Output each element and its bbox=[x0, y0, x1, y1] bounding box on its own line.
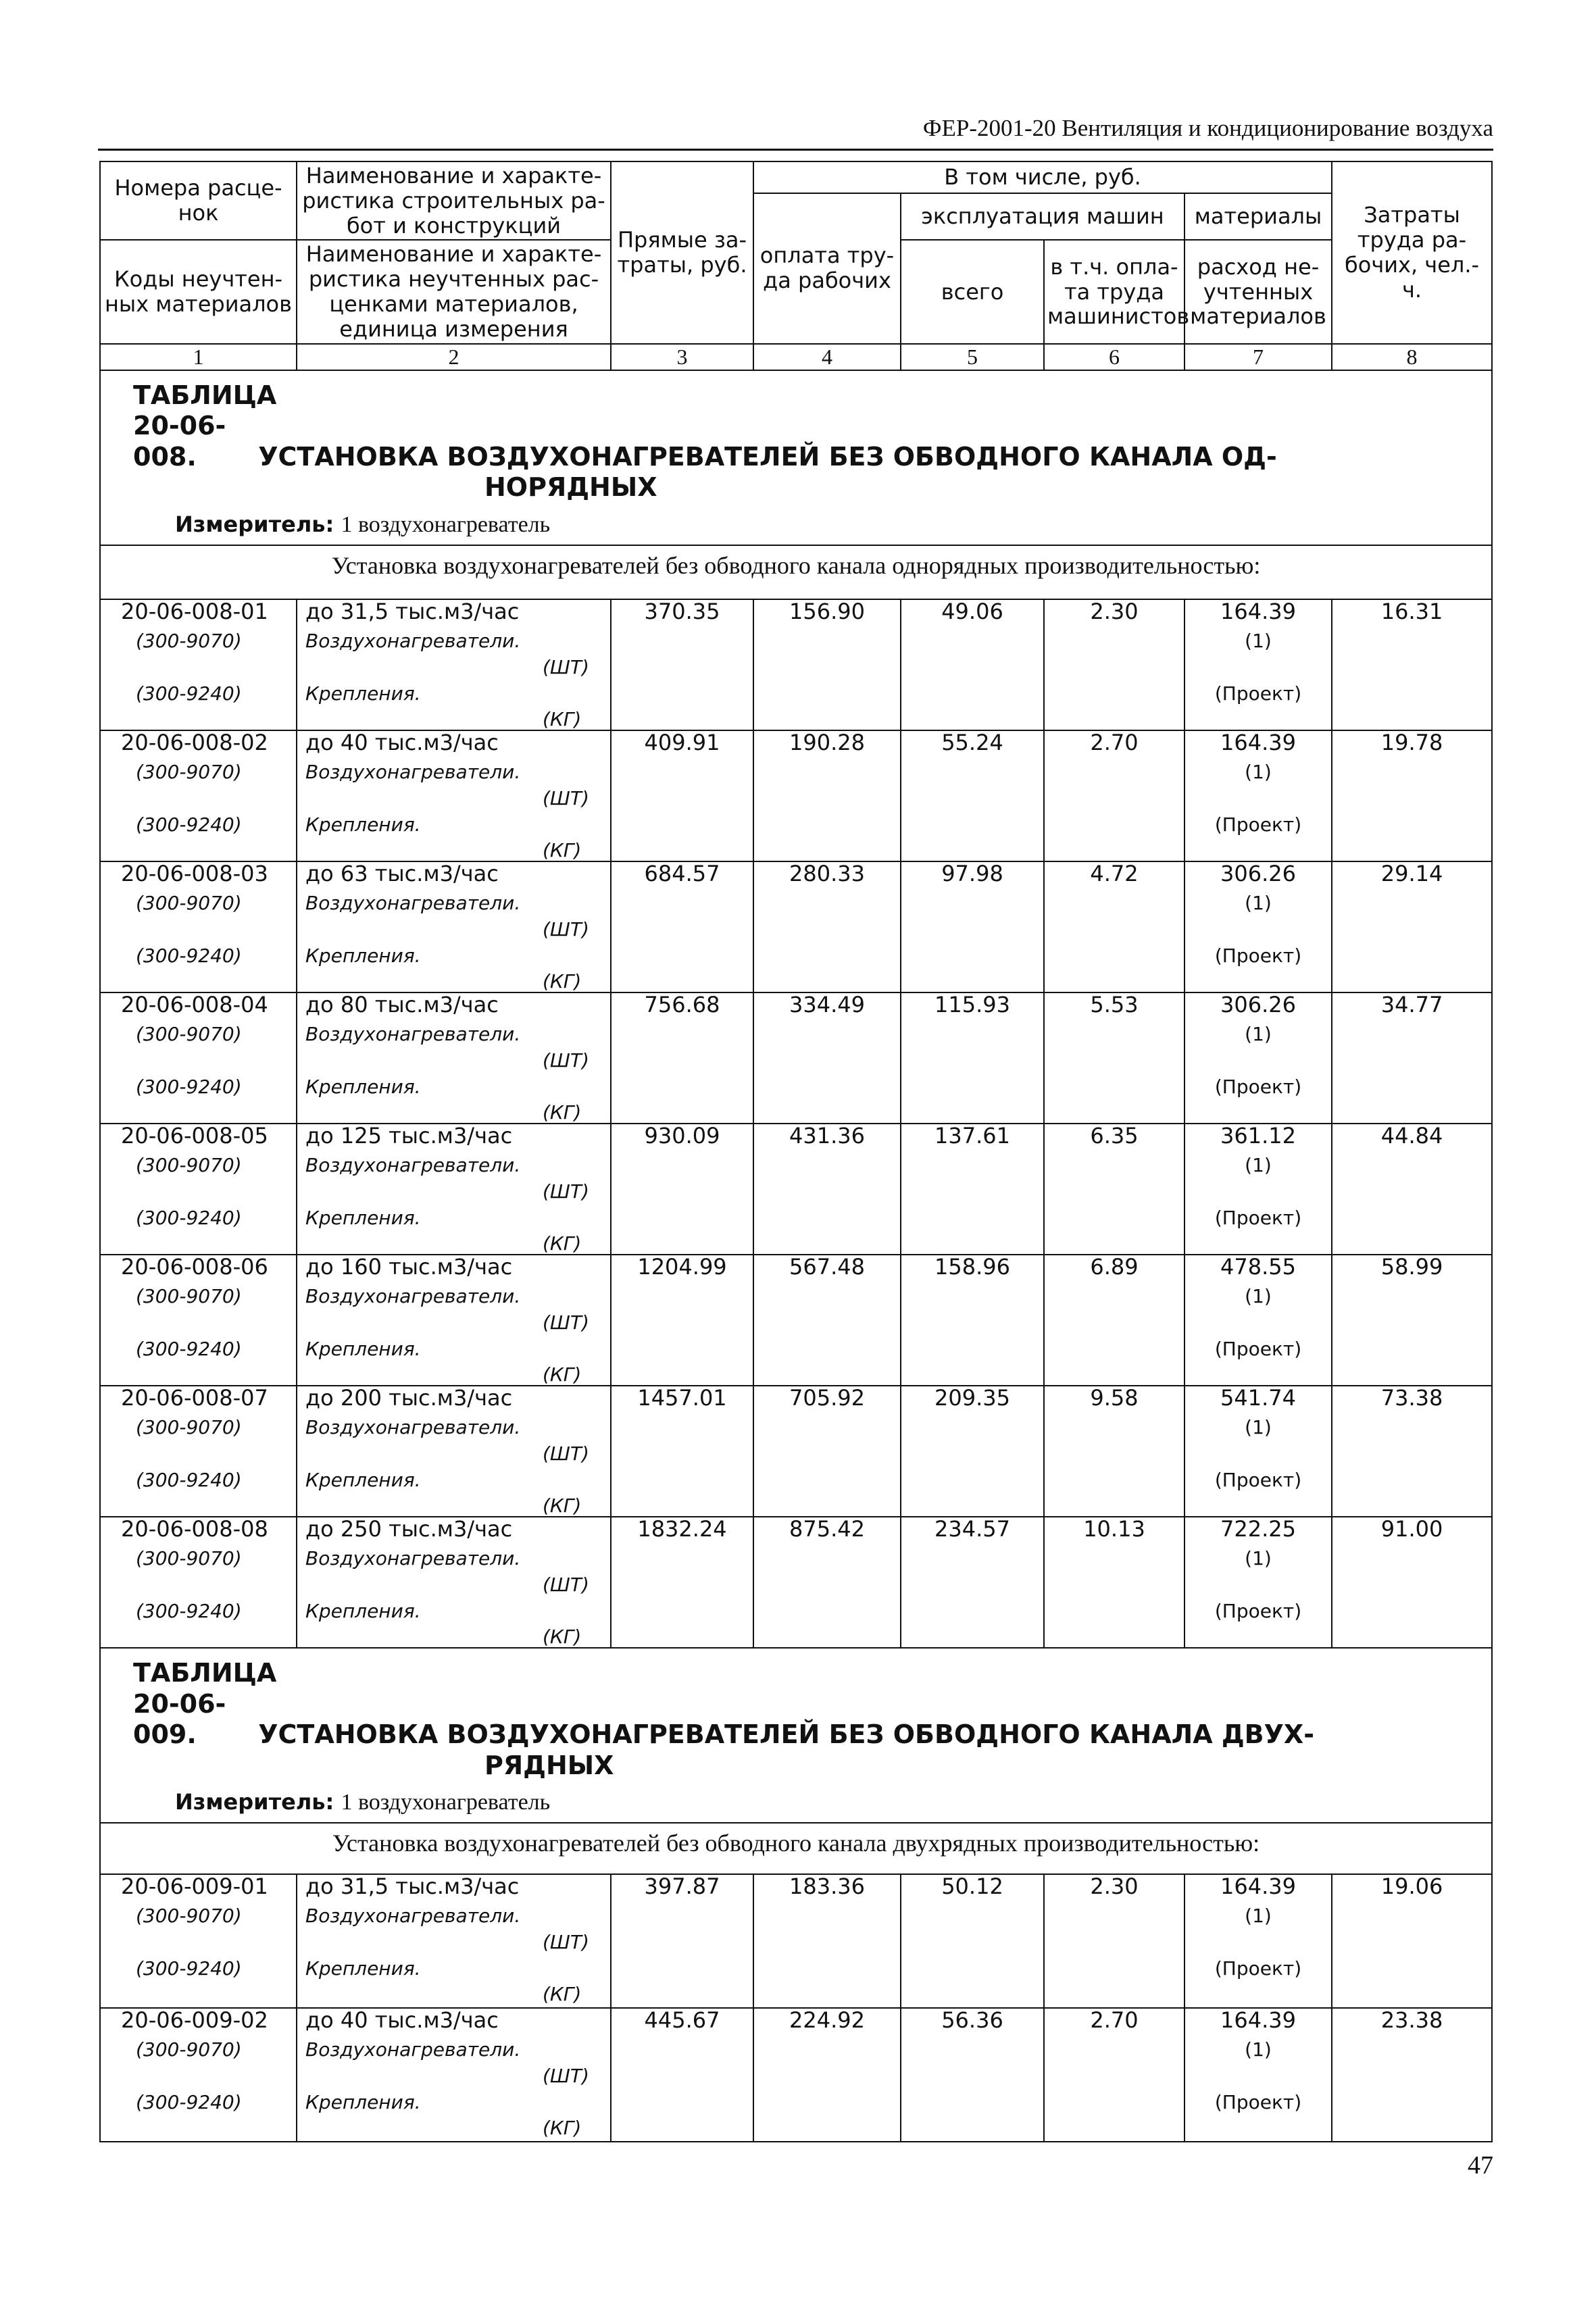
wages-cell: 875.42 bbox=[753, 1517, 901, 1648]
materials-value: 541.74 bbox=[1220, 1384, 1296, 1411]
materials-cell bbox=[1184, 730, 1332, 861]
rate-name: до 40 тыс.м3/час bbox=[305, 2007, 499, 2034]
rate-code-cell bbox=[100, 1255, 297, 1386]
header-rule bbox=[98, 149, 1493, 151]
table-row bbox=[100, 861, 1492, 992]
materials-qty-1: (1) bbox=[1245, 2038, 1272, 2061]
material-name-2: Крепления. bbox=[305, 813, 421, 836]
material-name-1: Воздухонагреватели. bbox=[305, 1022, 521, 1045]
direct-cost-cell: 370.35 bbox=[611, 599, 753, 730]
material-name-2: Крепления. bbox=[305, 1337, 421, 1360]
column-number: 1 bbox=[100, 344, 297, 370]
header-wages: оплата тру-да рабочих bbox=[753, 193, 901, 344]
header-name-materials: Наименование и характе-ристика неучтенных рас-ценками материалов, единица измерения bbox=[297, 240, 611, 343]
rate-code-cell bbox=[100, 1124, 297, 1255]
rate-name: до 80 тыс.м3/час bbox=[305, 991, 499, 1017]
direct-cost-cell: 930.09 bbox=[611, 1124, 753, 1255]
rate-name-cell bbox=[297, 1255, 611, 1386]
table-header bbox=[100, 161, 1492, 370]
materials-value: 164.39 bbox=[1220, 2007, 1296, 2034]
material-unit-1: (ШТ) bbox=[543, 1931, 589, 1954]
rate-code-cell bbox=[100, 1517, 297, 1648]
machines-wages-cell: 10.13 bbox=[1044, 1517, 1184, 1648]
measure-label: Измеритель: bbox=[175, 1789, 334, 1815]
header-labor: Затраты труда ра-бочих, чел.-ч. bbox=[1332, 161, 1492, 344]
materials-cell bbox=[1184, 861, 1332, 992]
materials-qty-2: (Проект) bbox=[1214, 1599, 1302, 1622]
column-number: 4 bbox=[753, 344, 901, 370]
material-code-2: (300-9240) bbox=[136, 944, 242, 967]
materials-cell bbox=[1184, 1874, 1332, 2008]
materials-qty-1: (1) bbox=[1245, 1415, 1272, 1438]
materials-qty-2: (Проект) bbox=[1214, 2091, 1302, 2114]
rate-name: до 63 тыс.м3/час bbox=[305, 860, 499, 886]
materials-cell bbox=[1184, 2008, 1332, 2142]
table-code: ТАБЛИЦА 20-06-008. bbox=[133, 380, 277, 472]
material-code-1: (300-9070) bbox=[136, 1415, 242, 1438]
rate-name-cell bbox=[297, 1124, 611, 1255]
material-name-1: Воздухонагреватели. bbox=[305, 1415, 521, 1438]
table-title bbox=[101, 371, 1491, 506]
materials-cell bbox=[1184, 1124, 1332, 1255]
materials-qty-1: (1) bbox=[1245, 891, 1272, 914]
wages-cell: 280.33 bbox=[753, 861, 901, 992]
labor-cell: 44.84 bbox=[1332, 1124, 1492, 1255]
materials-cell bbox=[1184, 599, 1332, 730]
rates-table bbox=[99, 161, 1493, 2142]
direct-cost-cell: 445.67 bbox=[611, 2008, 753, 2142]
column-number: 2 bbox=[297, 344, 611, 370]
materials-qty-1: (1) bbox=[1245, 760, 1272, 783]
machines-wages-cell: 6.89 bbox=[1044, 1255, 1184, 1386]
material-name-2: Крепления. bbox=[305, 2091, 421, 2114]
machines-total-cell: 115.93 bbox=[901, 992, 1044, 1124]
labor-cell: 19.78 bbox=[1332, 730, 1492, 861]
material-code-2: (300-9240) bbox=[136, 813, 242, 836]
rate-code: 20-06-008-07 bbox=[121, 1384, 268, 1411]
machines-wages-cell: 4.72 bbox=[1044, 861, 1184, 992]
table-code: ТАБЛИЦА 20-06-009. bbox=[133, 1657, 277, 1750]
materials-qty-2: (Проект) bbox=[1214, 682, 1302, 705]
materials-qty-2: (Проект) bbox=[1214, 813, 1302, 836]
material-code-1: (300-9070) bbox=[136, 760, 242, 783]
rate-code-cell bbox=[100, 992, 297, 1124]
materials-qty-1: (1) bbox=[1245, 1284, 1272, 1307]
column-number: 8 bbox=[1332, 344, 1492, 370]
labor-cell: 19.06 bbox=[1332, 1874, 1492, 2008]
material-name-2: Крепления. bbox=[305, 1075, 421, 1098]
measure bbox=[101, 1784, 1491, 1822]
material-unit-2: (КГ) bbox=[543, 838, 582, 861]
materials-cell bbox=[1184, 1386, 1332, 1517]
rate-code-cell bbox=[100, 730, 297, 861]
table-title-line2: РЯДНЫХ bbox=[484, 1750, 614, 1780]
machines-wages-cell: 6.35 bbox=[1044, 1124, 1184, 1255]
header-name-work: Наименование и характе-ристика строительных ра-бот и конструкций bbox=[297, 161, 611, 240]
materials-cell bbox=[1184, 992, 1332, 1124]
material-unit-2: (КГ) bbox=[543, 1983, 582, 2006]
wages-cell: 334.49 bbox=[753, 992, 901, 1124]
material-unit-2: (КГ) bbox=[543, 1101, 582, 1124]
header-materials-sub: расход не-учтенных материалов bbox=[1184, 240, 1332, 343]
material-code-1: (300-9070) bbox=[136, 1022, 242, 1045]
materials-qty-1: (1) bbox=[1245, 1546, 1272, 1569]
column-numbers-row bbox=[100, 344, 1492, 370]
rate-code-cell bbox=[100, 1386, 297, 1517]
rate-name: до 31,5 тыс.м3/час bbox=[305, 598, 520, 624]
rate-name: до 200 тыс.м3/час bbox=[305, 1384, 513, 1411]
machines-total-cell: 49.06 bbox=[901, 599, 1044, 730]
group-caption: Установка воздухонагревателей без обводного канала двухрядных производительностью: bbox=[100, 1823, 1492, 1874]
material-code-2: (300-9240) bbox=[136, 2091, 242, 2114]
material-unit-1: (ШТ) bbox=[543, 1049, 589, 1072]
material-unit-2: (КГ) bbox=[543, 1232, 582, 1255]
rate-name: до 125 тыс.м3/час bbox=[305, 1122, 513, 1149]
table-body bbox=[100, 370, 1492, 2142]
material-unit-2: (КГ) bbox=[543, 1494, 582, 1517]
rate-name-cell bbox=[297, 992, 611, 1124]
machines-wages-cell: 2.70 bbox=[1044, 730, 1184, 861]
material-name-2: Крепления. bbox=[305, 1468, 421, 1491]
table-row bbox=[100, 1874, 1492, 2008]
material-code-2: (300-9240) bbox=[136, 1206, 242, 1229]
measure-label: Измеритель: bbox=[175, 511, 334, 537]
rate-code: 20-06-008-06 bbox=[121, 1253, 268, 1280]
materials-qty-2: (Проект) bbox=[1214, 1337, 1302, 1360]
rate-name: до 250 тыс.м3/час bbox=[305, 1515, 513, 1542]
material-unit-2: (КГ) bbox=[543, 970, 582, 992]
header-machines: эксплуатация машин bbox=[901, 193, 1184, 240]
rate-code-cell bbox=[100, 861, 297, 992]
table-row bbox=[100, 1124, 1492, 1255]
material-name-1: Воздухонагреватели. bbox=[305, 1905, 521, 1928]
materials-qty-1: (1) bbox=[1245, 1905, 1272, 1928]
rate-code: 20-06-008-01 bbox=[121, 598, 268, 624]
table-title-line2: НОРЯДНЫХ bbox=[484, 472, 657, 503]
rate-code: 20-06-008-08 bbox=[121, 1515, 268, 1542]
material-code-1: (300-9070) bbox=[136, 629, 242, 652]
column-number: 5 bbox=[901, 344, 1044, 370]
header-rasc-codes: Коды неучтен-ных материалов bbox=[100, 240, 297, 343]
rate-code: 20-06-008-04 bbox=[121, 991, 268, 1017]
materials-value: 164.39 bbox=[1220, 598, 1296, 624]
materials-cell bbox=[1184, 1255, 1332, 1386]
materials-qty-2: (Проект) bbox=[1214, 1075, 1302, 1098]
rate-name-cell bbox=[297, 1517, 611, 1648]
rate-code: 20-06-008-05 bbox=[121, 1122, 268, 1149]
labor-cell: 58.99 bbox=[1332, 1255, 1492, 1386]
rate-code-cell bbox=[100, 2008, 297, 2142]
table-row bbox=[100, 1386, 1492, 1517]
materials-cell bbox=[1184, 1517, 1332, 1648]
machines-total-cell: 234.57 bbox=[901, 1517, 1044, 1648]
materials-value: 361.12 bbox=[1220, 1122, 1296, 1149]
table-title-line1: УСТАНОВКА ВОЗДУХОНАГРЕВАТЕЛЕЙ БЕЗ ОБВОДНОГО КАНАЛА ОД- bbox=[258, 441, 1277, 472]
materials-value: 722.25 bbox=[1220, 1515, 1296, 1542]
machines-total-cell: 158.96 bbox=[901, 1255, 1044, 1386]
header-rasc-numbers: Номера расце-нок bbox=[100, 161, 297, 240]
direct-cost-cell: 1204.99 bbox=[611, 1255, 753, 1386]
direct-cost-cell: 1832.24 bbox=[611, 1517, 753, 1648]
rate-name: до 31,5 тыс.м3/час bbox=[305, 1873, 520, 1900]
material-code-1: (300-9070) bbox=[136, 2038, 242, 2061]
table-title-block bbox=[100, 370, 1492, 545]
direct-cost-cell: 684.57 bbox=[611, 861, 753, 992]
material-name-1: Воздухонагреватели. bbox=[305, 1284, 521, 1307]
materials-value: 306.26 bbox=[1220, 860, 1296, 886]
material-unit-2: (КГ) bbox=[543, 707, 582, 730]
labor-cell: 23.38 bbox=[1332, 2008, 1492, 2142]
materials-value: 478.55 bbox=[1220, 1253, 1296, 1280]
material-code-2: (300-9240) bbox=[136, 1957, 242, 1980]
direct-cost-cell: 1457.01 bbox=[611, 1386, 753, 1517]
material-name-1: Воздухонагреватели. bbox=[305, 2038, 521, 2061]
rate-name: до 160 тыс.м3/час bbox=[305, 1253, 513, 1280]
column-number: 6 bbox=[1044, 344, 1184, 370]
table-title bbox=[101, 1649, 1491, 1784]
material-code-2: (300-9240) bbox=[136, 1468, 242, 1491]
labor-cell: 34.77 bbox=[1332, 992, 1492, 1124]
material-name-1: Воздухонагреватели. bbox=[305, 1153, 521, 1176]
material-name-2: Крепления. bbox=[305, 1599, 421, 1622]
machines-total-cell: 55.24 bbox=[901, 730, 1044, 861]
materials-value: 164.39 bbox=[1220, 729, 1296, 755]
material-code-1: (300-9070) bbox=[136, 1546, 242, 1569]
group-caption: Установка воздухонагревателей без обводного канала однорядных производительностью: bbox=[100, 545, 1492, 599]
table-row bbox=[100, 730, 1492, 861]
table-title-block bbox=[100, 1648, 1492, 1823]
material-unit-1: (ШТ) bbox=[543, 1442, 589, 1465]
machines-wages-cell: 2.30 bbox=[1044, 599, 1184, 730]
page-number: 47 bbox=[1468, 2151, 1493, 2180]
machines-wages-cell: 9.58 bbox=[1044, 1386, 1184, 1517]
machines-wages-cell: 2.70 bbox=[1044, 2008, 1184, 2142]
rate-code-cell bbox=[100, 1874, 297, 2008]
labor-cell: 73.38 bbox=[1332, 1386, 1492, 1517]
measure bbox=[101, 506, 1491, 545]
material-unit-2: (КГ) bbox=[543, 1363, 582, 1386]
rate-name: до 40 тыс.м3/час bbox=[305, 729, 499, 755]
rate-name-cell bbox=[297, 2008, 611, 2142]
header-machines-total: всего bbox=[901, 240, 1044, 343]
machines-wages-cell: 5.53 bbox=[1044, 992, 1184, 1124]
table-title-line1: УСТАНОВКА ВОЗДУХОНАГРЕВАТЕЛЕЙ БЕЗ ОБВОДНОГО КАНАЛА ДВУХ- bbox=[258, 1719, 1315, 1750]
material-unit-1: (ШТ) bbox=[543, 1311, 589, 1334]
material-unit-2: (КГ) bbox=[543, 1625, 582, 1648]
table-title-row bbox=[100, 370, 1492, 545]
machines-wages-cell: 2.30 bbox=[1044, 1874, 1184, 2008]
material-code-1: (300-9070) bbox=[136, 1153, 242, 1176]
labor-cell: 29.14 bbox=[1332, 861, 1492, 992]
wages-cell: 156.90 bbox=[753, 599, 901, 730]
direct-cost-cell: 756.68 bbox=[611, 992, 753, 1124]
rate-name-cell bbox=[297, 1874, 611, 2008]
rate-code-cell bbox=[100, 599, 297, 730]
measure-value: 1 воздухонагреватель bbox=[341, 511, 551, 537]
materials-value: 164.39 bbox=[1220, 1873, 1296, 1900]
table-title-row bbox=[100, 1648, 1492, 1823]
material-name-1: Воздухонагреватели. bbox=[305, 1546, 521, 1569]
rate-name-cell bbox=[297, 1386, 611, 1517]
rate-name-cell bbox=[297, 599, 611, 730]
header-including: В том числе, руб. bbox=[753, 161, 1332, 193]
direct-cost-cell: 409.91 bbox=[611, 730, 753, 861]
material-name-1: Воздухонагреватели. bbox=[305, 629, 521, 652]
materials-qty-1: (1) bbox=[1245, 629, 1272, 652]
rate-code: 20-06-009-01 bbox=[121, 1873, 268, 1900]
rate-code: 20-06-008-02 bbox=[121, 729, 268, 755]
materials-qty-2: (Проект) bbox=[1214, 1206, 1302, 1229]
materials-qty-1: (1) bbox=[1245, 1022, 1272, 1045]
column-number: 7 bbox=[1184, 344, 1332, 370]
material-unit-1: (ШТ) bbox=[543, 2065, 589, 2088]
material-code-1: (300-9070) bbox=[136, 1905, 242, 1928]
material-name-2: Крепления. bbox=[305, 1206, 421, 1229]
material-name-2: Крепления. bbox=[305, 1957, 421, 1980]
group-caption-row bbox=[100, 1823, 1492, 1874]
table-row bbox=[100, 992, 1492, 1124]
material-name-1: Воздухонагреватели. bbox=[305, 760, 521, 783]
column-number: 3 bbox=[611, 344, 753, 370]
header-materials: материалы bbox=[1184, 193, 1332, 240]
rate-code: 20-06-008-03 bbox=[121, 860, 268, 886]
measure-value: 1 воздухонагреватель bbox=[341, 1790, 551, 1815]
material-unit-1: (ШТ) bbox=[543, 1573, 589, 1596]
wages-cell: 705.92 bbox=[753, 1386, 901, 1517]
header-machines-wages: в т.ч. опла-та труда машинистов bbox=[1044, 240, 1184, 343]
material-unit-2: (КГ) bbox=[543, 2117, 582, 2140]
materials-qty-2: (Проект) bbox=[1214, 1957, 1302, 1980]
wages-cell: 190.28 bbox=[753, 730, 901, 861]
materials-qty-2: (Проект) bbox=[1214, 944, 1302, 967]
wages-cell: 183.36 bbox=[753, 1874, 901, 2008]
material-code-2: (300-9240) bbox=[136, 682, 242, 705]
machines-total-cell: 97.98 bbox=[901, 861, 1044, 992]
materials-value: 306.26 bbox=[1220, 991, 1296, 1017]
material-code-1: (300-9070) bbox=[136, 891, 242, 914]
table-row bbox=[100, 2008, 1492, 2142]
material-unit-1: (ШТ) bbox=[543, 917, 589, 940]
table-row bbox=[100, 599, 1492, 730]
material-code-2: (300-9240) bbox=[136, 1599, 242, 1622]
rate-name-cell bbox=[297, 861, 611, 992]
machines-total-cell: 209.35 bbox=[901, 1386, 1044, 1517]
material-name-2: Крепления. bbox=[305, 682, 421, 705]
material-unit-1: (ШТ) bbox=[543, 1180, 589, 1203]
material-unit-1: (ШТ) bbox=[543, 786, 589, 809]
rate-code: 20-06-009-02 bbox=[121, 2007, 268, 2034]
machines-total-cell: 56.36 bbox=[901, 2008, 1044, 2142]
wages-cell: 567.48 bbox=[753, 1255, 901, 1386]
labor-cell: 16.31 bbox=[1332, 599, 1492, 730]
materials-qty-1: (1) bbox=[1245, 1153, 1272, 1176]
header-direct-costs: Прямые за-траты, руб. bbox=[611, 161, 753, 344]
machines-total-cell: 50.12 bbox=[901, 1874, 1044, 2008]
running-header: ФЕР-2001-20 Вентиляция и кондиционирование воздуха bbox=[922, 115, 1493, 141]
labor-cell: 91.00 bbox=[1332, 1517, 1492, 1648]
materials-qty-2: (Проект) bbox=[1214, 1468, 1302, 1491]
wages-cell: 224.92 bbox=[753, 2008, 901, 2142]
material-unit-1: (ШТ) bbox=[543, 655, 589, 678]
material-name-2: Крепления. bbox=[305, 944, 421, 967]
machines-total-cell: 137.61 bbox=[901, 1124, 1044, 1255]
table-row bbox=[100, 1517, 1492, 1648]
rate-name-cell bbox=[297, 730, 611, 861]
material-name-1: Воздухонагреватели. bbox=[305, 891, 521, 914]
material-code-2: (300-9240) bbox=[136, 1337, 242, 1360]
wages-cell: 431.36 bbox=[753, 1124, 901, 1255]
group-caption-row bbox=[100, 545, 1492, 599]
material-code-2: (300-9240) bbox=[136, 1075, 242, 1098]
table-row bbox=[100, 1255, 1492, 1386]
direct-cost-cell: 397.87 bbox=[611, 1874, 753, 2008]
material-code-1: (300-9070) bbox=[136, 1284, 242, 1307]
